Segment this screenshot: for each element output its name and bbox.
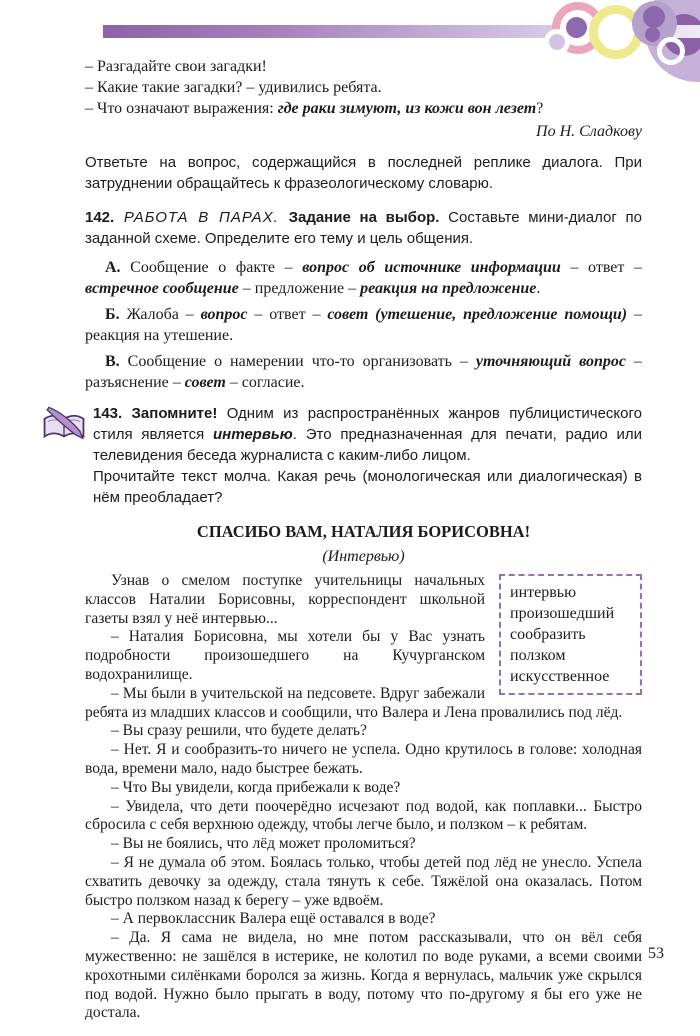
dialog-line-1: – Разгадайте свои загадки!: [85, 58, 267, 75]
text-run: – реакция на утешение.: [85, 306, 643, 344]
interview-paragraph: – Нет. Я и сообразить-то ничего не успела. Одно крутилось в голове: холодная вода, времени мало, надо быстрее бежать.: [85, 741, 642, 777]
exercise-number: 142.: [85, 209, 115, 226]
interview-paragraph: – Я не думала об этом. Боялась только, чтобы детей под лёд не унесло. Успела схватить девочку за одежду, стала тянуть к себе. Тяжёлой она оказалась. Потом быстро ползком назад к берегу – уже вдвоём.: [85, 853, 642, 909]
interview-paragraph: – Вы не боялись, что лёд может проломиться?: [111, 835, 416, 853]
work-mode-label: РАБОТА В ПАРАХ.: [114, 209, 289, 226]
text-run: – Что означают выражения:: [85, 100, 278, 117]
text-run: вопрос: [200, 306, 248, 323]
dialog-line-3: [85, 98, 642, 119]
interview-paragraph: – А первоклассник Валера ещё оставался в воде?: [111, 910, 436, 928]
dialog-line-2: – Какие такие загадки? – удивились ребята.: [85, 79, 382, 96]
text-run: .: [536, 280, 541, 297]
reading-task: Прочитайте текст молча. Какая речь (монологическая или диалогическая) в нём преобладает?: [93, 468, 642, 506]
exercise-143: [41, 403, 642, 508]
text-run: Сообщение о намерении что-то организовать –: [119, 353, 476, 370]
scheme-label: Б.: [105, 306, 120, 323]
exercise-number: 143. Запомните!: [93, 405, 218, 422]
exercise-143-text: [93, 403, 642, 508]
text-run: встречное сообщение: [85, 280, 239, 297]
vocabulary-word: ползком: [510, 647, 566, 664]
text-run: Составьте мини-диалог по заданной схеме. Определите его тему и цель общения.: [85, 209, 642, 247]
text-run: Одним из распространённых жанров публицистического стиля является: [93, 405, 642, 443]
text-run: – предложение –: [238, 280, 361, 297]
interview-paragraph: – Вы сразу решили, что будете делать?: [111, 722, 367, 740]
task-note: Ответьте на вопрос, содержащийся в последней реплике диалога. При затруднении обращайтесь к фразеологическому словарю.: [85, 154, 642, 192]
interview-paragraph: – Мы были в учительской на педсовете. Вдруг забежали ребята из младших классов и сообщили, что Валера и Лена провалились под лёд.: [85, 684, 623, 721]
text-run: совет (утешение, предложение помощи): [327, 306, 628, 323]
exercise-142: [85, 207, 642, 249]
page-number: 53: [648, 945, 664, 962]
scheme-item-b: [85, 304, 642, 346]
decor-circle-purple-blob-top: [643, 6, 665, 28]
text-run: – ответ –: [247, 306, 328, 323]
decor-ring-white-right: [657, 37, 685, 65]
scheme-item-a: [85, 257, 642, 299]
scheme-item-v: [85, 351, 642, 393]
memorize-paragraph: [93, 403, 642, 466]
vocabulary-word: сообразить: [510, 626, 586, 643]
text-run: совет: [184, 374, 226, 391]
article-subtitle: (Интервью): [322, 548, 405, 565]
book-quill-icon: [41, 403, 93, 508]
interview-paragraph: – Да. Я сама не видела, но мне потом рассказывали, что он вёл себя мужественно: не зашёлся в истерике, не колотил по воде руками, а всеми своими крохотными силёнками боролся за жизнь. Когда я вернулась, мальчик уже скрылся под водой. Нужно было прыгать в воду, потому что по-другому я бы его уже не достала.: [85, 929, 642, 1022]
interview-paragraph: – Что Вы увидели, когда прибежали к воде?: [111, 778, 401, 796]
decor-circle-pink-center: [566, 17, 587, 38]
vocabulary-box: [499, 574, 642, 695]
interview-paragraph: Узнав о смелом поступке учительницы начальных классов Наталии Борисовны, корреспондент школьной газеты взял у неё интервью...: [85, 572, 485, 627]
interview-paragraph: – Увидела, что дети поочерёдно исчезают под водой, как поплавки... Быстро сбросила с себя верхнюю одежду, чтобы легче было, и ползком – к ребятам.: [85, 797, 642, 834]
term-interview: интервью: [212, 426, 293, 443]
vocabulary-word: интервью: [510, 584, 577, 601]
text-run: – разъяснение –: [85, 353, 642, 391]
interview-text: [85, 572, 642, 1023]
author-attribution: По Н. Сладкову: [536, 123, 642, 140]
article-title: СПАСИБО ВАМ, НАТАЛИЯ БОРИСОВНА!: [196, 522, 531, 541]
text-run: – согласие.: [225, 374, 305, 391]
text-run: реакция на предложение: [360, 280, 537, 297]
decor-ring-white-left: [544, 29, 570, 55]
text-run: ?: [536, 100, 544, 117]
decor-circle-purple-blob-bottom: [645, 27, 660, 42]
text-run: вопрос об источнике информации: [302, 259, 561, 276]
text-run: Сообщение о факте –: [120, 259, 303, 276]
vocabulary-word: произошедший: [510, 605, 615, 622]
text-run: . Это предназначенная для печати, радио или телевидения беседа журналиста с каким-либо лицом.: [93, 426, 642, 464]
idiom-phrases: где раки зимуют, из кожи вон лезет: [277, 100, 537, 117]
text-run: уточняющий вопрос: [475, 353, 627, 370]
text-run: Жалоба –: [119, 306, 201, 323]
choice-label: Задание на выбор.: [288, 209, 440, 226]
scheme-label: В.: [105, 353, 120, 370]
scheme-label: А.: [105, 259, 121, 276]
vocabulary-word: искусственное: [510, 668, 610, 685]
text-run: – ответ –: [560, 259, 642, 276]
interview-paragraph: – Наталия Борисовна, мы хотели бы у Вас узнать подробности произошедшего на Кучурганском водохранилище.: [85, 628, 485, 683]
